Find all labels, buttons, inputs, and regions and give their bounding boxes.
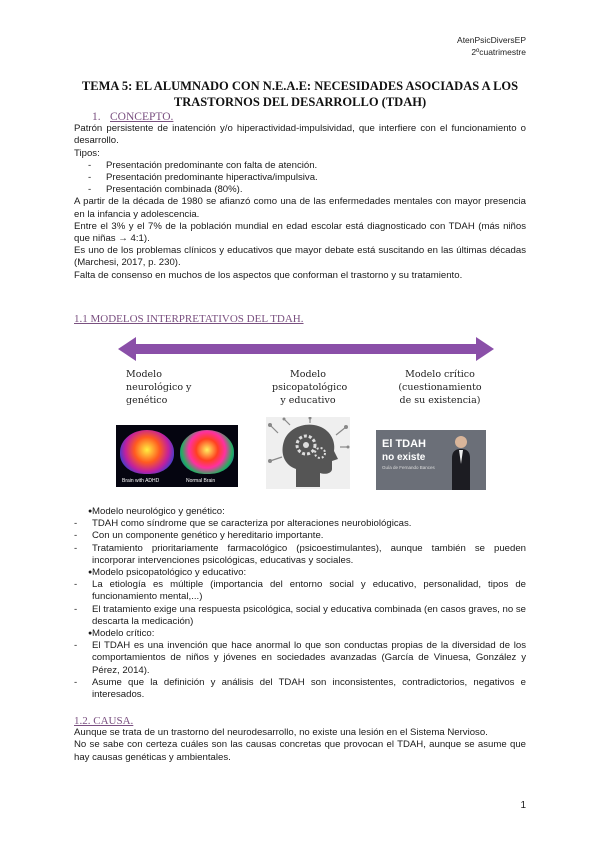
- paragraph: Aunque se trata de un trastorno del neurodesarrollo, no existe una lesión en el Sistema Nervioso.: [74, 727, 488, 739]
- paragraph: Es uno de los problemas clínicos y educativos que mayor debate está suscitando en las últimas décadas (Marchesi, 2017, p. 230).: [74, 245, 526, 269]
- brain-scan-image: [116, 425, 238, 487]
- definition-paragraph: Patrón persistente de inatención y/o hiperactividad-impulsividad, que interfiere con el funcionamiento o desarrollo.: [74, 123, 526, 147]
- model-items: [74, 518, 526, 567]
- section-title: CONCEPTO.: [110, 111, 174, 123]
- section-causa: [74, 715, 526, 764]
- paragraph: A partir de la década de 1980 se afianzó como una de las enfermedades mentales con mayor presencia en la infancia y adolescencia.: [74, 196, 526, 220]
- tdah-image-title2: no existe: [382, 452, 426, 463]
- brain-caption-left: Brain with ADHD: [122, 478, 160, 484]
- header-course: AtenPsicDiversEP: [457, 35, 526, 45]
- head-gears-icon: [266, 417, 350, 489]
- brain-normal-icon: [180, 430, 234, 474]
- model-label-critico: Modelo crítico (cuestionamiento de su existencia): [398, 369, 482, 406]
- list-item: - La etiología es múltiple (importancia del entorno social y educativo, personalidad, tipos de funcionamiento mental,...): [74, 579, 526, 603]
- model-title: ● Modelo psicopatológico y educativo:: [74, 567, 526, 579]
- tdah-image-subtitle: Guía de Fernando Bances: [382, 465, 435, 470]
- model-items: [74, 640, 526, 701]
- page-number: 1: [520, 800, 526, 811]
- list-item: - El tratamiento exige una respuesta psicológica, social y educativa combinada (en casos graves, no se descarta la medicación): [74, 604, 526, 628]
- model-title: ● Modelo neurológico y genético:: [74, 506, 526, 518]
- document-header: [457, 34, 526, 58]
- double-arrow-graphic: [118, 336, 494, 362]
- section-heading: [74, 111, 526, 123]
- brain-adhd-icon: [120, 430, 174, 474]
- model-label-psicopatologico: Modelo psicopatológico y educativo: [272, 369, 348, 406]
- double-arrow-icon: [118, 337, 494, 361]
- model-label-neurologico: Modelo neurológico y genético: [126, 369, 192, 406]
- list-item: - Con un componente genético y hereditario importante.: [74, 530, 526, 542]
- tdah-image-title: El TDAH: [382, 438, 426, 450]
- models-list: [74, 506, 526, 701]
- person-icon: [450, 434, 472, 490]
- types-list: [74, 160, 526, 197]
- subsection-title: 1.2. CAUSA.: [74, 715, 134, 727]
- model-title: ● Modelo crítico:: [74, 628, 526, 640]
- section-modelos-heading: [74, 313, 526, 325]
- list-item: - Asume que la definición y análisis del TDAH son inconsistentes, contradictorios, negativos e interesados.: [74, 677, 526, 701]
- paragraph: Falta de consenso en muchos de los aspectos que conforman el trastorno y su tratamiento.: [74, 269, 463, 281]
- list-item: - Presentación predominante hiperactiva/impulsiva.: [74, 172, 526, 184]
- brain-caption-right: Normal Brain: [186, 478, 216, 484]
- types-label: Tipos:: [74, 147, 100, 159]
- list-item: - Presentación predominante con falta de atención.: [74, 160, 526, 172]
- page-title: TEMA 5: EL ALUMNADO CON N.E.A.E: NECESIDADES ASOCIADAS A LOS TRASTORNOS DEL DESARROLLO (TDAH): [81, 79, 519, 109]
- paragraph: Entre el 3% y el 7% de la población mundial en edad escolar está diagnosticado con TDAH (más niños que niñas → 4:1).: [74, 220, 526, 245]
- section-concepto: [74, 111, 526, 282]
- list-item: - Presentación combinada (80%).: [74, 184, 526, 196]
- tdah-no-existe-image: [376, 430, 486, 490]
- list-item: - Tratamiento prioritariamente farmacológico (psicoestimulantes), aunque también se pueden incorporar intervenciones psicológicas, educativas y sociales.: [74, 543, 526, 567]
- paragraph: No se sabe con certeza cuáles son las causas concretas que provocan el TDAH, aunque se asume que hay causas genéticas y ambientales.: [74, 739, 526, 763]
- header-term: 2ºcuatrimestre: [471, 47, 526, 57]
- head-gears-image: [266, 417, 350, 489]
- section-number: 1.: [92, 111, 101, 123]
- subsection-title: 1.1 MODELOS INTERPRETATIVOS DEL TDAH.: [74, 313, 304, 325]
- model-items: [74, 579, 526, 628]
- list-item: - TDAH como síndrome que se caracteriza por alteraciones neurobiológicas.: [74, 518, 526, 530]
- list-item: - El TDAH es una invención que hace anormal lo que son conductas propias de la diversidad de los comportamientos de niños y jóvenes en sociedades avanzadas (García de Vinuesa, González y Pérez, 2014).: [74, 640, 526, 677]
